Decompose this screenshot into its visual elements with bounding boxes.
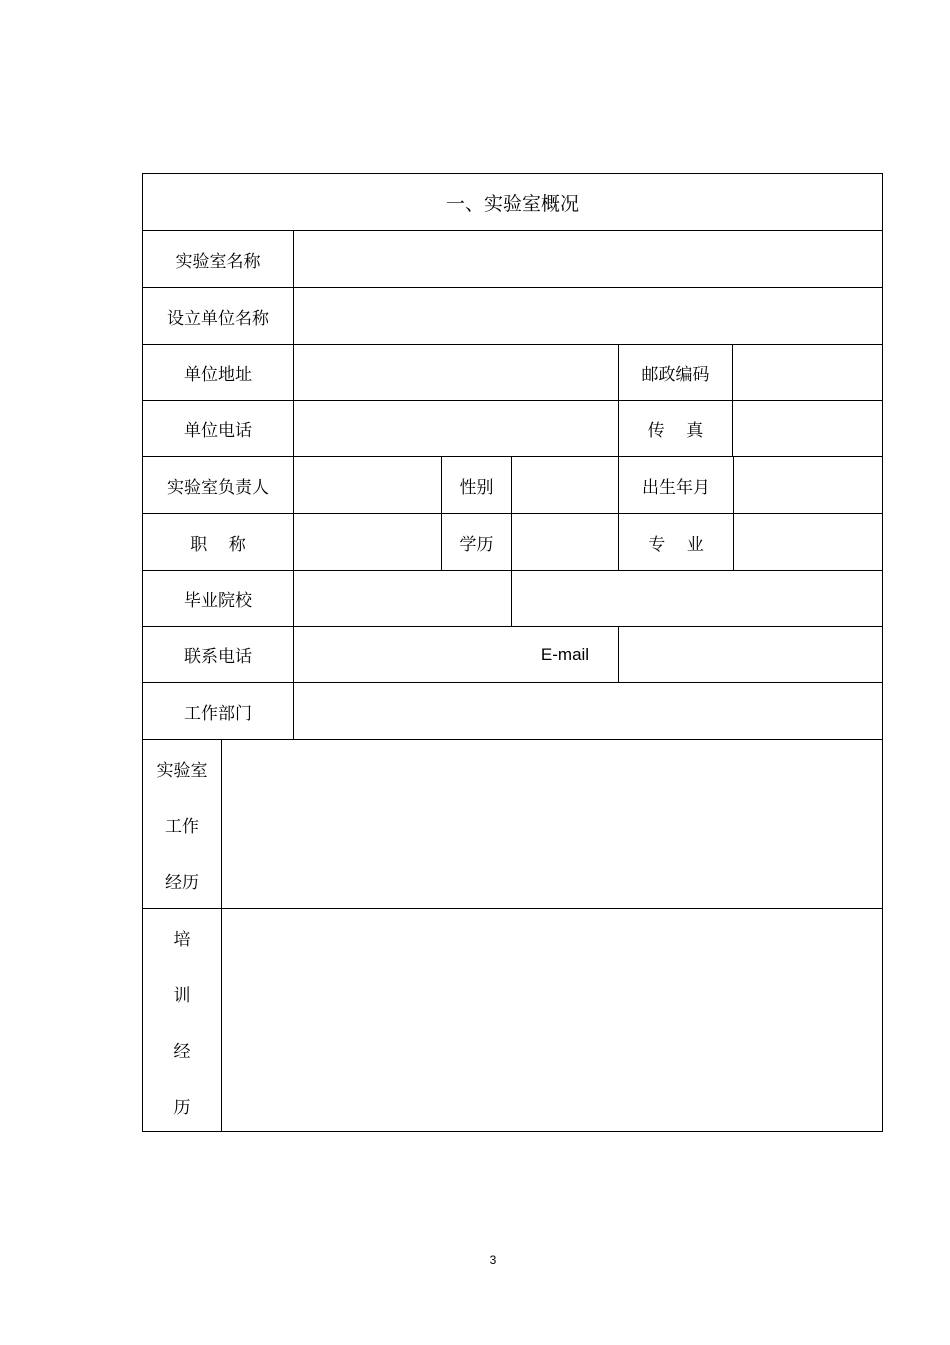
email-label: E-mail xyxy=(540,644,590,664)
training-experience-label-char: 培 xyxy=(173,930,191,950)
org-phone-field[interactable] xyxy=(294,401,618,456)
org-address-label: 单位地址 xyxy=(184,365,252,385)
contact-phone-field[interactable] xyxy=(294,627,511,682)
training-experience-label-char: 训 xyxy=(173,986,191,1006)
education-label: 学历 xyxy=(459,534,494,555)
lab-overview-form xyxy=(142,173,883,1132)
fax-field[interactable] xyxy=(733,401,882,456)
form-title: 一、实验室概况 xyxy=(445,192,579,215)
org-address-field[interactable] xyxy=(294,345,618,400)
training-experience-label-char: 经 xyxy=(173,1042,191,1062)
email-field[interactable] xyxy=(619,627,882,682)
lab-name-field[interactable] xyxy=(294,231,882,287)
postal-code-label: 邮政编码 xyxy=(641,365,710,385)
org-phone-label: 单位电话 xyxy=(184,421,252,441)
contact-phone-label: 联系电话 xyxy=(184,647,252,667)
lab-head-label: 实验室负责人 xyxy=(167,477,269,498)
lab-experience-field[interactable] xyxy=(222,740,882,908)
lab-experience-label xyxy=(143,756,221,908)
postal-code-field[interactable] xyxy=(733,345,882,400)
school-field[interactable] xyxy=(294,571,882,626)
birth-field[interactable] xyxy=(734,457,882,513)
org-name-label: 设立单位名称 xyxy=(167,308,269,329)
lab-experience-label-line: 工作 xyxy=(165,817,199,837)
page-number: 3 xyxy=(489,1253,497,1267)
lab-experience-label-line: 实验室 xyxy=(156,761,208,781)
org-name-field[interactable] xyxy=(294,288,882,344)
department-field[interactable] xyxy=(294,683,882,739)
job-title-label: 职 称 xyxy=(190,534,246,555)
school-label: 毕业院校 xyxy=(184,591,252,611)
fax-label: 传 真 xyxy=(647,421,704,441)
lab-experience-label-line: 经历 xyxy=(165,873,199,893)
gender-label: 性别 xyxy=(459,477,494,498)
training-experience-field[interactable] xyxy=(222,909,882,1131)
job-title-field[interactable] xyxy=(294,514,441,570)
major-label: 专 业 xyxy=(648,534,704,555)
lab-name-label: 实验室名称 xyxy=(175,251,261,272)
lab-head-field[interactable] xyxy=(294,457,441,513)
gender-field[interactable] xyxy=(512,457,618,513)
training-experience-label xyxy=(143,925,221,1133)
training-experience-label-char: 历 xyxy=(173,1098,191,1118)
major-field[interactable] xyxy=(734,514,882,570)
department-label: 工作部门 xyxy=(184,703,252,724)
education-field[interactable] xyxy=(512,514,618,570)
birth-label: 出生年月 xyxy=(642,477,710,498)
